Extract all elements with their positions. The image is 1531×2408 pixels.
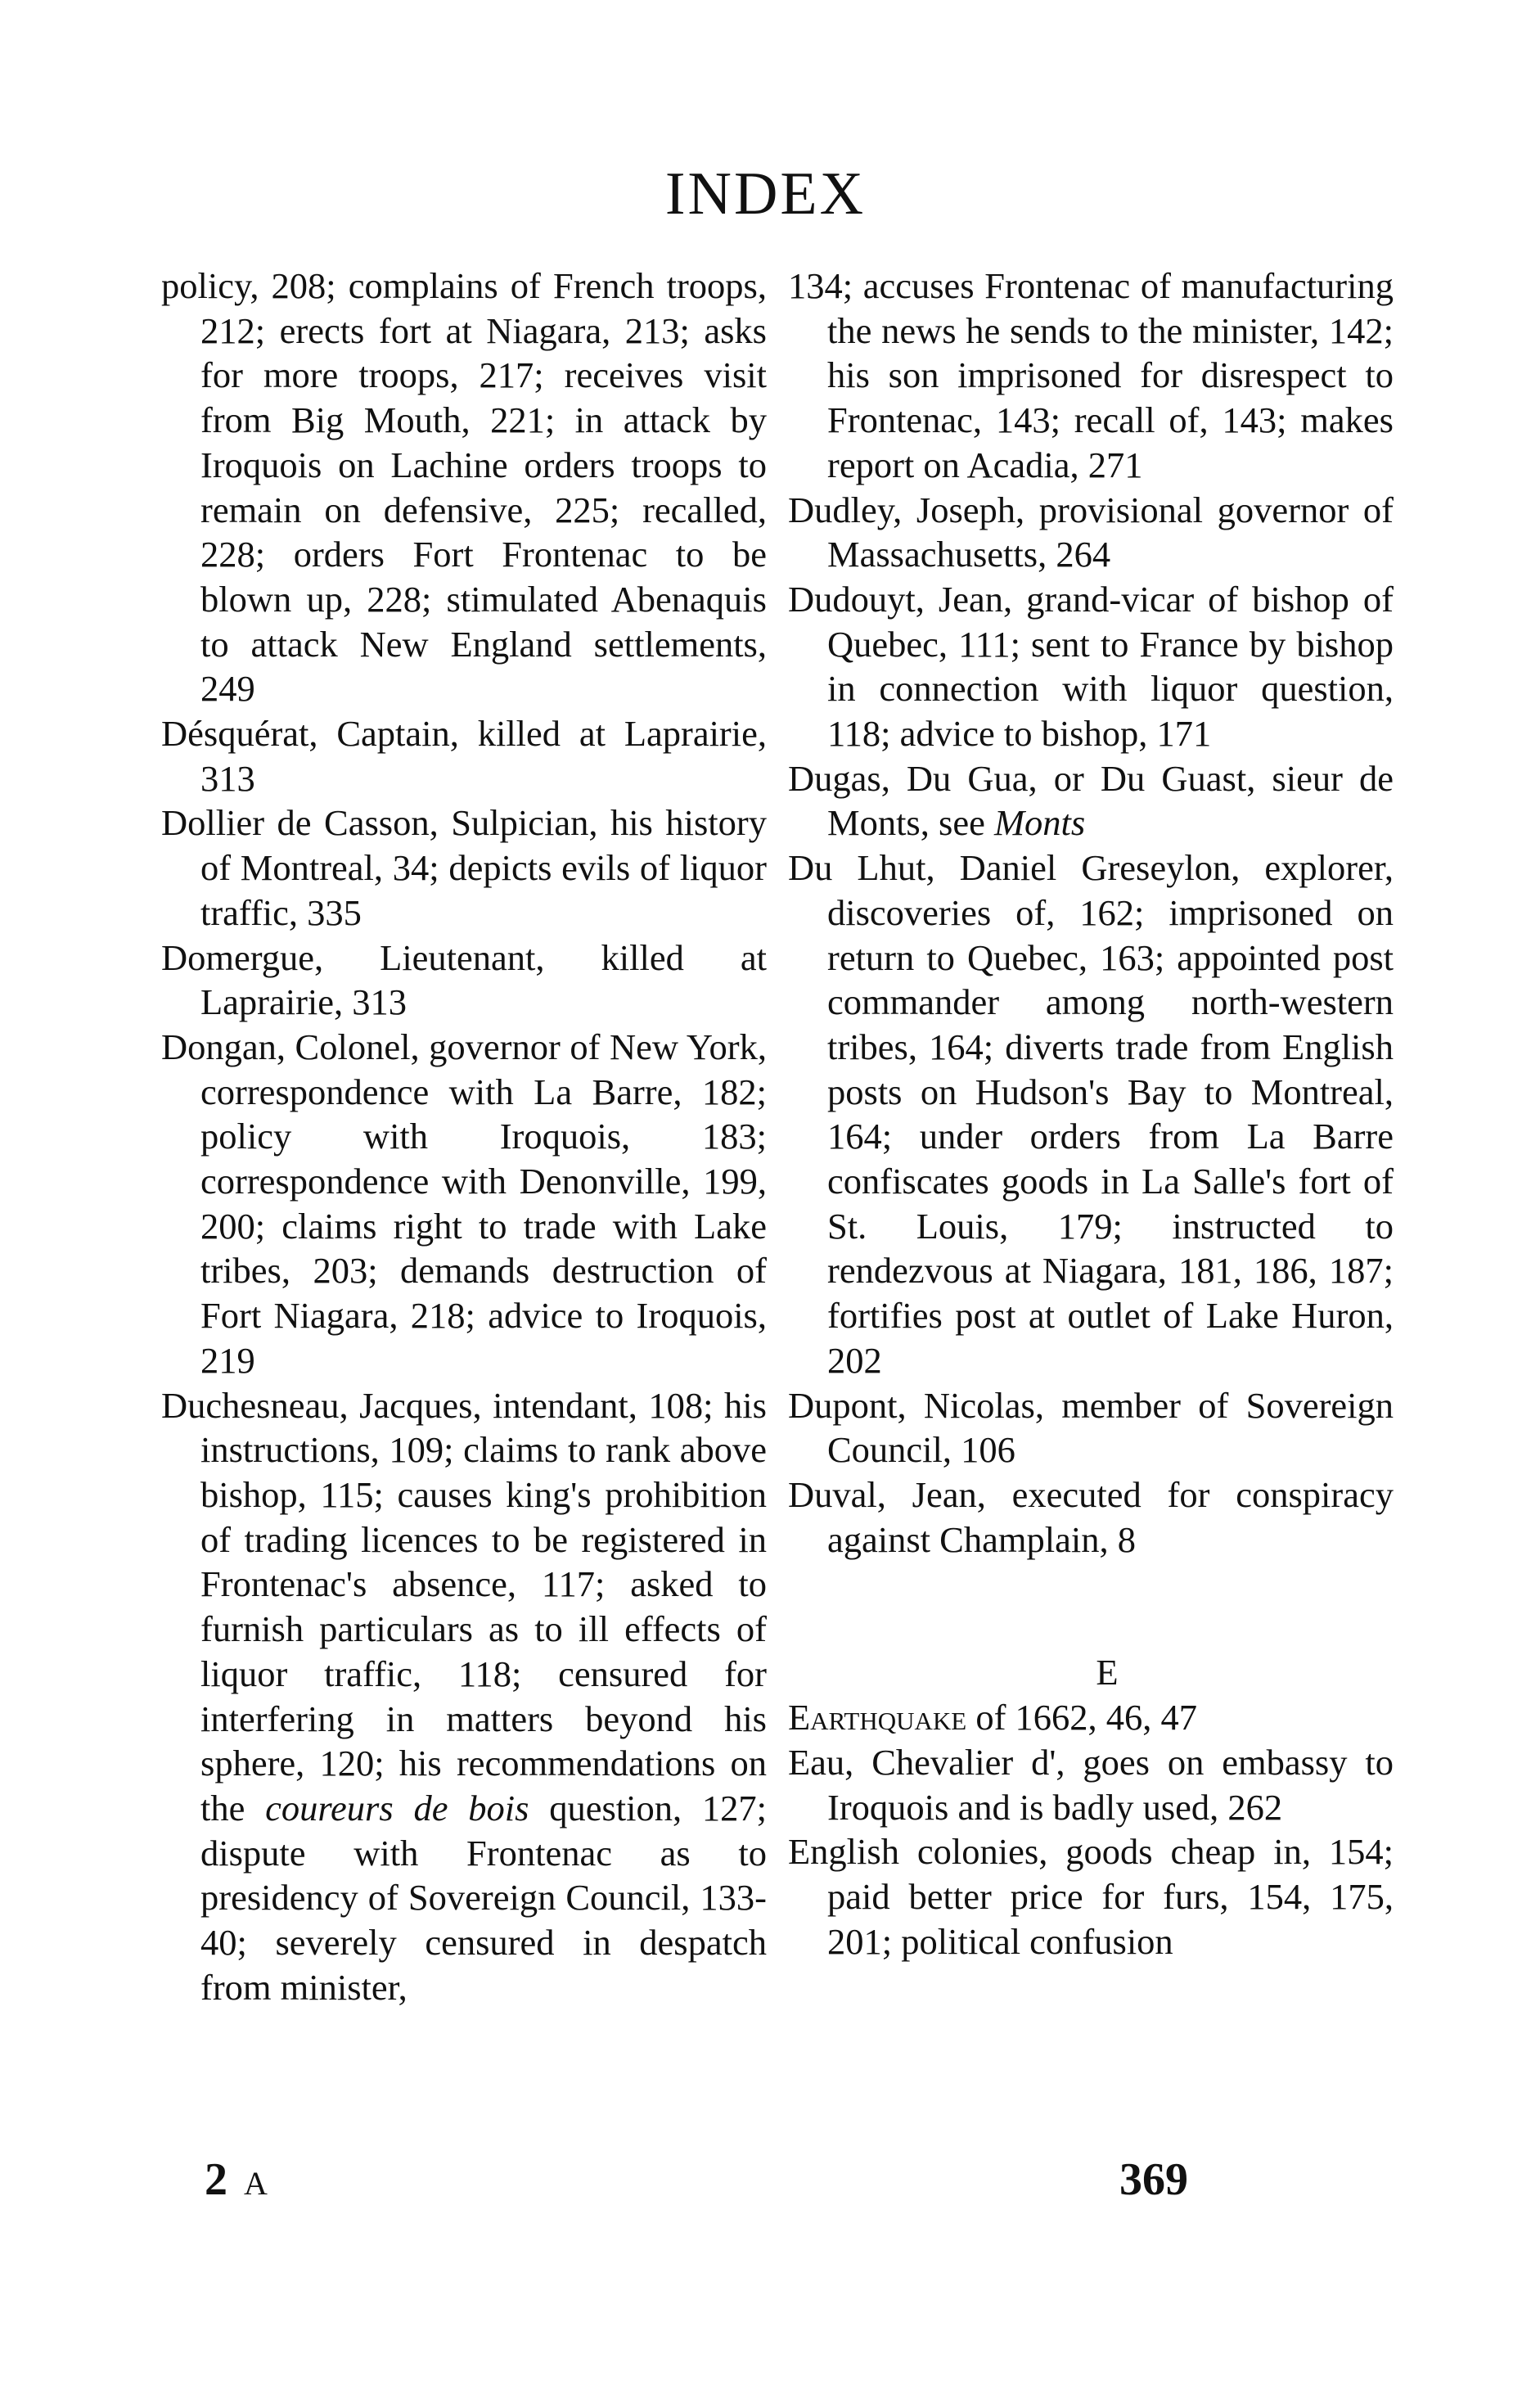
signature-number: 2 [205,2154,227,2205]
signature-mark [205,2154,268,2205]
section-letter-heading: E [1096,1652,1119,1693]
entry-text: Dugas, Du Gua, or Du Guast, sieur de Monts, see [788,757,1394,844]
index-entry: policy, 208; complains of French troops, 212; erects fort at Niagara, 213; asks for more troops, 217; receives visit from Big Mouth, 221; in attack by Iroquois on Lachine orders troops to remain on defensive, 225; recalled, 228; orders Fort Frontenac to be blown up, 228; stimulated Abenaquis to attack New England settlements, 249 [161,265,767,710]
index-entry: Dongan, Colonel, governor of New York, correspondence with La Barre, 182; policy with Iroquois, 183; correspondence with Denonville, 199, 200; claims right to trade with Lake tribes, 203; demands destruction of Fort Niagara, 218; advice to Iroquois, 219 [161,1026,767,1381]
entry-cross-reference: Monts [993,802,1086,844]
entry-italic-term: coureurs de bois [265,1787,529,1829]
index-entry: Désquérat, Captain, killed at Laprairie, 313 [161,713,767,799]
index-entry [161,1383,767,2010]
index-column-left [161,264,767,2009]
index-entry: Dupont, Nicolas, member of Sovereign Council, 106 [788,1384,1394,1471]
index-entry: Eau, Chevalier d', goes on embassy to Iroquois and is badly used, 262 [788,1741,1394,1828]
index-entry [788,1695,1394,1740]
index-entry: Dudley, Joseph, provisional governor of Massachusetts, 264 [788,489,1394,575]
index-entry: Domergue, Lieutenant, killed at Laprairie, 313 [161,936,767,1023]
entry-text: of 1662, 46, 47 [966,1697,1198,1738]
entry-text: question, 127; dispute with Frontenac as to presidency of Sovereign Council, 133-40; severely censured in despatch from minister, [200,1787,767,2008]
index-entry: Dollier de Casson, Sulpician, his history of Montreal, 34; depicts evils of liquor traffic, 335 [161,802,767,933]
index-entry [788,756,1394,846]
index-entry: Duval, Jean, executed for conspiracy against Champlain, 8 [788,1473,1394,1560]
entry-small-caps-head: Earthquake [788,1697,967,1738]
index-entry: English colonies, goods cheap in, 154; paid better price for furs, 154, 175, 201; political confusion [788,1831,1394,1962]
page-title: INDEX [664,160,867,228]
signature-letter: A [244,2165,268,2202]
index-column-right [788,264,1394,1964]
index-entry-continued: 134; accuses Frontenac of manufacturing the news he sends to the minister, 142; his son imprisoned for disrespect to Frontenac, 143; recall of, 143; makes report on Acadia, 271 [788,265,1394,485]
index-entry: Dudouyt, Jean, grand-vicar of bishop of Quebec, 111; sent to France by bishop in connection with liquor question, 118; advice to bishop, 171 [788,578,1394,755]
entry-text: Duchesneau, Jacques, intendant, 108; his instructions, 109; claims to rank above bishop, 115; causes king's prohibition of trading licences to be registered in Frontenac's absence, 117; asked to furnish particulars as to ill effects of liquor traffic, 118; censured for interfering in matters beyond his sphere, 120; his recommendations on the [161,1384,767,1829]
index-entry: Du Lhut, Daniel Greseylon, explorer, discoveries of, 162; imprisoned on return to Quebec, 163; appointed post commander among north-western tribes, 164; diverts trade from English posts on Hudson's Bay to Montreal, 164; under orders from La Barre confiscates goods in La Salle's fort of St. Louis, 179; instructed to rendezvous at Niagara, 181, 186, 187; fortifies post at outlet of Lake Huron, 202 [788,847,1394,1381]
page-number: 369 [1119,2154,1188,2205]
